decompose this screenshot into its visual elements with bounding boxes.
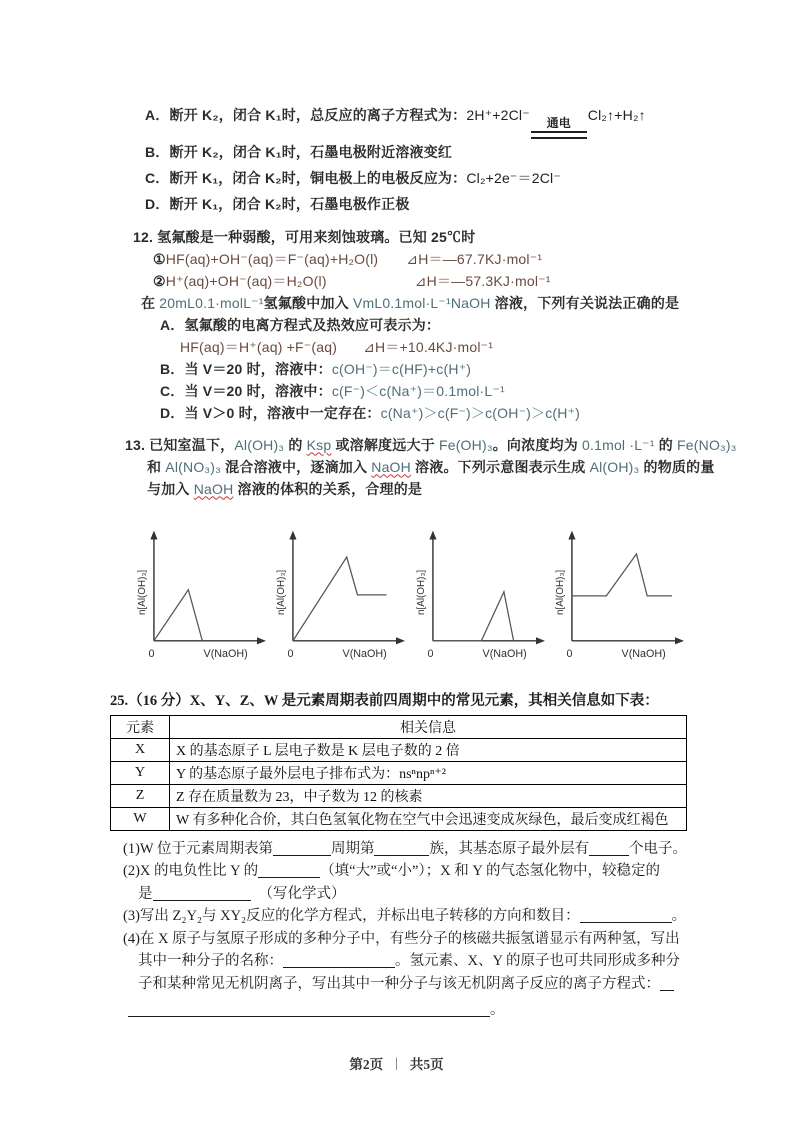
q12-equation-2 (153, 270, 690, 292)
q13-text: 与加入 (147, 480, 194, 497)
eq-label: ② (153, 272, 166, 289)
sub-question-4-line-2 (138, 950, 690, 973)
sub2-text: (2)X 的电负性比 Y 的 (123, 863, 259, 880)
sub-question-1 (123, 838, 690, 861)
x-axis-arrow (536, 637, 545, 644)
y-axis-arrow (429, 530, 436, 539)
page-content (110, 102, 737, 1022)
concentration-relation: c(OH⁻)＝c(HF)+c(H⁺) (331, 360, 472, 377)
option-line-d (145, 191, 690, 217)
q12-option-b (160, 358, 690, 380)
option-label: C． (160, 382, 185, 399)
q13-text: 和 (147, 458, 166, 475)
q13-text: 或溶解度远大于 (331, 436, 439, 453)
origin-label: 0 (427, 647, 434, 660)
q13-text: 。向浓度均为 (492, 436, 583, 453)
option-line-c (145, 165, 690, 191)
curve-line (293, 557, 387, 641)
q13-line-3 (147, 478, 690, 500)
page-number: 第2页 (349, 1057, 384, 1072)
header-info: 相关信息 (170, 715, 687, 738)
blank-line (374, 840, 429, 856)
question-25 (110, 690, 690, 1022)
sub-question-2-line-2 (138, 883, 690, 906)
y-axis-arrow (150, 530, 157, 539)
option-text: 当 V＞0 时，溶液中一定存在： (184, 404, 381, 421)
q13-line-1 (125, 434, 737, 456)
option-line-b (145, 139, 690, 165)
x-axis-label: V(NaOH) (203, 647, 248, 660)
info-cell: Y 的基态原子最外层电子排布式为：nsⁿnpⁿ⁺² (170, 761, 687, 784)
curve-line (432, 591, 513, 640)
x-axis-arrow (675, 637, 684, 644)
info-cell: Z 存在质量数为 23，中子数为 12 的核素 (170, 784, 687, 807)
option-text: 当 V＝20 时，溶液中： (184, 382, 332, 399)
formula: Al(NO₃)₃ (165, 458, 222, 475)
total-pages: 共5页 (409, 1057, 444, 1072)
sub-question-4-line-1: (4)在 X 原子与氢原子形成的多种分子中，有些分子的核磁共振氢谱显示有两种氢，写出 (123, 930, 680, 947)
formula: Fe(NO₃)₃ (677, 436, 737, 453)
option-label: B． (145, 143, 170, 160)
q12-intro-text: 氢氟酸是一种弱酸，可用来刻蚀玻璃。已知 25℃时 (157, 228, 476, 245)
option-text: 氢氟酸的电离方程式及热效应可表示为： (184, 316, 441, 333)
formula: Fe(OH)₃ (438, 436, 493, 453)
formula: Cl₂↑+H₂↑ (587, 107, 646, 123)
option-label: D． (160, 404, 185, 421)
footer-divider: | (395, 1055, 398, 1070)
graph-option-3 (415, 520, 551, 672)
q12-equation-1 (153, 248, 690, 270)
q13-text: 溶液的体积的关系，合理的是 (233, 480, 423, 497)
question-12 (133, 226, 690, 424)
concentration-value: 0.1mol ·L⁻¹ (582, 436, 655, 453)
element-info-table (110, 715, 687, 831)
question-number: 12. (133, 228, 154, 245)
sub-question-3 (123, 905, 690, 928)
x-axis-arrow (257, 637, 266, 644)
option-text: 断开 K₂，闭合 K₁时，总反应的离子方程式为： (169, 107, 467, 123)
table-header-row (111, 715, 687, 738)
option-text: 当 V＝20 时，溶液中： (184, 360, 332, 377)
x-axis-label: V(NaOH) (342, 647, 387, 660)
blank-line (273, 840, 331, 856)
y-axis-arrow (290, 530, 297, 539)
formula: Al(OH)₃ (589, 458, 640, 475)
curve-line (572, 554, 672, 596)
header-element: 元素 (111, 715, 170, 738)
sub-question-4-answer-line (128, 999, 690, 1022)
option-label: A． (145, 107, 170, 123)
concentration-value: VmL0.1mol·L⁻¹NaOH (352, 294, 491, 311)
double-bond-line (531, 131, 587, 139)
question-13 (125, 434, 737, 500)
info-cell: W 有多种化合价，其白色氢氧化物在空气中会迅速变成灰绿色，最后变成红褐色 (170, 807, 687, 830)
sub2-text: （填“大”或“小”）；X 和 Y 的气态氢化物中，较稳定的 (320, 863, 660, 880)
option-label: D． (145, 195, 170, 212)
blank-line (153, 885, 251, 901)
sub1-text: 族，其基态原子最外层有 (429, 840, 589, 857)
sub3-text: 。 (671, 908, 687, 925)
x-axis-arrow (396, 637, 405, 644)
ksp-term: Ksp (306, 436, 332, 453)
origin-label: 0 (566, 647, 573, 660)
q12-setup (141, 292, 690, 314)
x-axis-label: V(NaOH) (482, 647, 527, 660)
delta-h-value: ⊿H＝—67.7KJ·mol⁻¹ (406, 250, 543, 267)
element-cell: Y (111, 761, 170, 784)
option-label: B． (160, 360, 185, 377)
q13-text: 溶液。下列示意图表示生成 (410, 458, 590, 475)
table-row (111, 784, 687, 807)
q12-option-a (160, 314, 690, 336)
q13-graph-options (136, 520, 690, 672)
info-cell: X 的基态原子 L 层电子数是 K 层电子数的 2 倍 (170, 738, 687, 761)
blank-line (589, 840, 629, 856)
table-row (111, 738, 687, 761)
sub-question-2-line-1 (123, 860, 690, 883)
sub2-text: （写化学式） (258, 885, 346, 902)
origin-label: 0 (287, 647, 294, 660)
blank-line (258, 862, 320, 878)
y-axis-label: n[Al(OH)₃] (415, 569, 427, 615)
blank-line (283, 952, 395, 968)
q12-option-d (160, 402, 690, 424)
y-axis-arrow (568, 530, 575, 539)
table-row (111, 807, 687, 830)
thermochem-equation: HF(aq)+OH⁻(aq)＝F⁻(aq)+H₂O(l) (165, 250, 379, 267)
question-11-options (145, 102, 690, 217)
y-axis-label: n[Al(OH)₃] (554, 569, 566, 615)
concentration-relation: c(F⁻)＜c(Na⁺)＝0.1mol·L⁻¹ (331, 382, 505, 399)
ionization-equation: HF(aq)＝H⁺(aq) +F⁻(aq) (180, 338, 338, 355)
q13-text: 的 (284, 436, 307, 453)
sub1-text: 个电子。 (628, 840, 687, 857)
element-cell: X (111, 738, 170, 761)
blank-line (128, 1001, 490, 1017)
electrolysis-condition (531, 117, 587, 139)
delta-h-value: ⊿H＝+10.4KJ·mol⁻¹ (363, 338, 494, 355)
q12-intro (133, 226, 690, 248)
q13-text: 混合溶液中，逐滴加入 (221, 458, 372, 475)
q13-text: 已知室温下， (149, 436, 235, 453)
sub4-text: 。氢元素、X、Y 的原子也可共同形成多种分 (395, 953, 681, 970)
option-text: 断开 K₁，闭合 K₂时，铜电极上的电极反应为： (169, 169, 467, 186)
sub4-text: 其中一种分子的名称： (138, 953, 283, 970)
q13-text: 的 (654, 436, 678, 453)
condition-label: 通电 (546, 116, 571, 130)
formula: Al(OH)₃ (234, 436, 285, 453)
eq-label: ① (153, 250, 166, 267)
graph-option-1 (136, 520, 272, 672)
sub4-text: 子和某种常见无机阴离子，写出其中一种分子与该无机阴离子反应的离子方程式： (138, 975, 660, 992)
q25-heading: 25.（16 分）X、Y、Z、W 是元素周期表前四周期中的常见元素，其相关信息如下表： (110, 692, 659, 709)
option-text: 断开 K₂，闭合 K₁时，石墨电极附近溶液变红 (169, 143, 453, 160)
delta-h-value: ⊿H＝—57.3KJ·mol⁻¹ (414, 272, 551, 289)
sub2-text: 是 (138, 885, 153, 902)
element-cell: Z (111, 784, 170, 807)
concentration-relation: c(Na⁺)＞c(F⁻)＞c(OH⁻)＞c(H⁺) (380, 404, 581, 421)
naoh-term: NaOH (371, 458, 411, 475)
naoh-term: NaOH (193, 480, 234, 497)
setup-text: 在 (141, 294, 160, 311)
q13-text: 的物质的量 (639, 458, 715, 475)
y-axis-label: n[Al(OH)₃] (276, 569, 288, 615)
x-axis-label: V(NaOH) (621, 647, 666, 660)
formula: 2H⁺+2Cl⁻ (466, 107, 530, 123)
sub3-text: (3)写出 Z₂Y₂与 XY₂反应的化学方程式，并标出电子转移的方向和数目： (123, 908, 580, 925)
sub4-text: 。 (490, 1002, 505, 1019)
option-text: 断开 K₁，闭合 K₂时，石墨电极作正极 (169, 195, 410, 212)
q12-option-a-equation (180, 336, 690, 358)
question-number: 13. (125, 436, 146, 453)
table-row (111, 761, 687, 784)
blank-line (660, 975, 674, 991)
formula: Cl₂+2e⁻＝2Cl⁻ (466, 169, 561, 186)
element-cell: W (111, 807, 170, 830)
sub1-text: (1)W 位于元素周期表第 (123, 840, 273, 857)
thermochem-equation: H⁺(aq)+OH⁻(aq)＝H₂O(l) (165, 272, 327, 289)
curve-line (154, 589, 202, 640)
setup-text: 氢氟酸中加入 (263, 294, 353, 311)
y-axis-label: n[Al(OH)₃] (136, 569, 148, 615)
page-footer (0, 1053, 793, 1073)
sub1-text: 周期第 (330, 840, 375, 857)
sub-question-4-line-3 (138, 973, 690, 996)
blank-line (580, 907, 672, 923)
option-label: C． (145, 169, 170, 186)
graph-option-2 (275, 520, 411, 672)
option-label: A． (160, 316, 185, 333)
option-line-a (145, 102, 690, 139)
graph-option-4 (554, 520, 690, 672)
concentration-value: 20mL0.1·molL⁻¹ (159, 294, 264, 311)
q25-sub-questions (110, 838, 690, 1022)
setup-text: 溶液，下列有关说法正确的是 (490, 294, 680, 311)
q13-line-2 (147, 456, 715, 478)
q12-option-c (160, 380, 690, 402)
origin-label: 0 (148, 647, 155, 660)
